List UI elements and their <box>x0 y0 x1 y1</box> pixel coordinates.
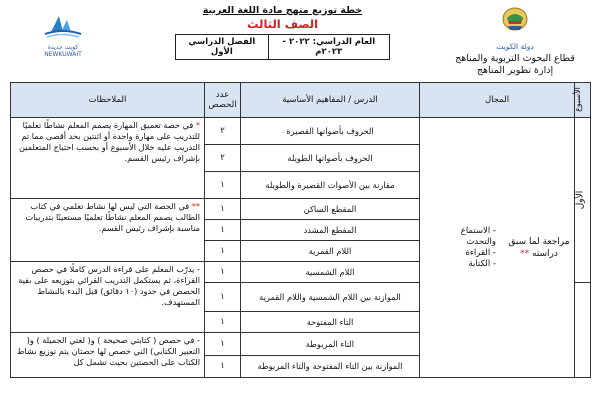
new-kuwait-logo-block <box>28 12 98 58</box>
new-kuwait-logo-icon <box>33 12 93 40</box>
plan-title: خطة توزيع منهج مادة اللغة العربية <box>202 5 363 16</box>
skill-item: - الاستماع <box>460 225 496 236</box>
semester: الفصل الدراسي الأول <box>176 35 269 59</box>
year-semester-box <box>175 34 390 60</box>
kuwait-emblem-icon <box>498 6 532 36</box>
lesson-cell: اللام الشمسية <box>241 262 420 283</box>
count-cell: ١ <box>205 355 241 378</box>
note-text: في الحصة التي ليس لها نشاط تعلمي في كتاب الطالب يصمم المعلم نشاطًا تعلميًا مستعينًا بتدريبات مناسبة بإشراف رئيس القسم. <box>25 201 200 233</box>
count-cell: ١ <box>205 220 241 241</box>
note-text: - يدرّب المعلم على قراءة الدرس كاملًا في حصص القراءة، ثم يستكمل التدريب القرائي بتوزيعه على بقية الحصص في حدود (١٠ دقائق) قبل البدء بالنشاط المستهدف. <box>18 264 200 307</box>
skills-list <box>420 226 504 270</box>
logo-text: NEWKUWAIT <box>44 51 82 58</box>
curriculum-table <box>10 82 591 378</box>
lesson-cell: اللام القمرية <box>241 241 420 262</box>
lesson-cell: التاء المربوطة <box>241 333 420 356</box>
count-cell: ١ <box>205 262 241 283</box>
count-cell: ٢ <box>205 118 241 145</box>
count-cell: ١ <box>205 312 241 333</box>
lesson-cell: الموازنة بين التاء المفتوحة والتاء المربوطة <box>241 355 420 378</box>
school-year: العام الدراسي: ٢٠٢٢ - ٢٠٢٣م <box>282 37 376 57</box>
review-text: مراجعة لما سبق دراسته ** <box>508 236 570 259</box>
lesson-cell: مقارنة بين الأصوات القصيرة والطويلة <box>241 172 420 199</box>
lesson-cell: الحروف بأصواتها الطويلة <box>241 145 420 172</box>
sector-name: قطاع البحوث التربوية والمناهج <box>455 53 575 64</box>
note-marker: * <box>195 120 200 130</box>
header-lesson: الدرس / المفاهيم الأساسية <box>241 83 420 118</box>
count-cell: ١ <box>205 241 241 262</box>
note-text: في حصة تعميق المهارة يصمم المعلم نشاطًا تعلميًا للتدريب على مهارة واحدة أو اثنتين بحد أقصى مما تم التدريب عليه خلال الأسبوع أو بحسب احتياج المتعلمين بإشراف رئيس القسم. <box>18 120 200 163</box>
logo-subtext: كويت جديدة <box>47 44 79 51</box>
note-cell <box>11 199 205 262</box>
plan-title-block <box>175 5 390 60</box>
lesson-cell: الموازنة بين اللام الشمسية واللام القمرية <box>241 283 420 312</box>
review-marker: ** <box>520 248 530 259</box>
count-cell: ١ <box>205 199 241 220</box>
header-notes: الملاحظات <box>11 83 205 118</box>
note-cell <box>11 118 205 199</box>
count-cell: ١ <box>205 283 241 312</box>
week-cell <box>575 283 591 378</box>
field-cell <box>420 118 575 378</box>
skill-item: - القراءة <box>465 247 496 258</box>
count-cell: ٢ <box>205 145 241 172</box>
table-header-row <box>11 83 591 118</box>
table-row <box>11 118 591 145</box>
count-cell: ١ <box>205 172 241 199</box>
header-count: عدد الحصص <box>205 83 241 118</box>
header-field: المجال <box>420 83 575 118</box>
lesson-cell: المقطع الساكن <box>241 199 420 220</box>
lesson-cell: المقطع المشدد <box>241 220 420 241</box>
header-week: الأسبوع <box>575 83 591 118</box>
grade-title: الصف الثالث <box>246 17 319 31</box>
skill-item: - الكتابة <box>468 258 496 269</box>
skill-item: والتحدث <box>466 236 496 247</box>
note-cell <box>11 333 205 378</box>
week-cell: الأول <box>575 118 591 283</box>
department-name: إدارة تطوير المناهج <box>476 65 554 76</box>
note-cell <box>11 262 205 333</box>
lesson-cell: الحروف بأصواتها القصيرة <box>241 118 420 145</box>
note-text: - في حصص ( كتابتي صحيحة ) و( لغتي الجميلة ) و( التعبير الكتابي) التي خصص لها حصتان يتم توزيع نشاط الكتاب على الحصتين بحيث تشمل كل <box>16 335 200 367</box>
ministry-header <box>440 6 590 77</box>
note-marker: ** <box>191 201 200 211</box>
count-cell: ١ <box>205 333 241 356</box>
lesson-cell: التاء المفتوحة <box>241 312 420 333</box>
ministry-name: دولة الكويت <box>496 42 534 51</box>
